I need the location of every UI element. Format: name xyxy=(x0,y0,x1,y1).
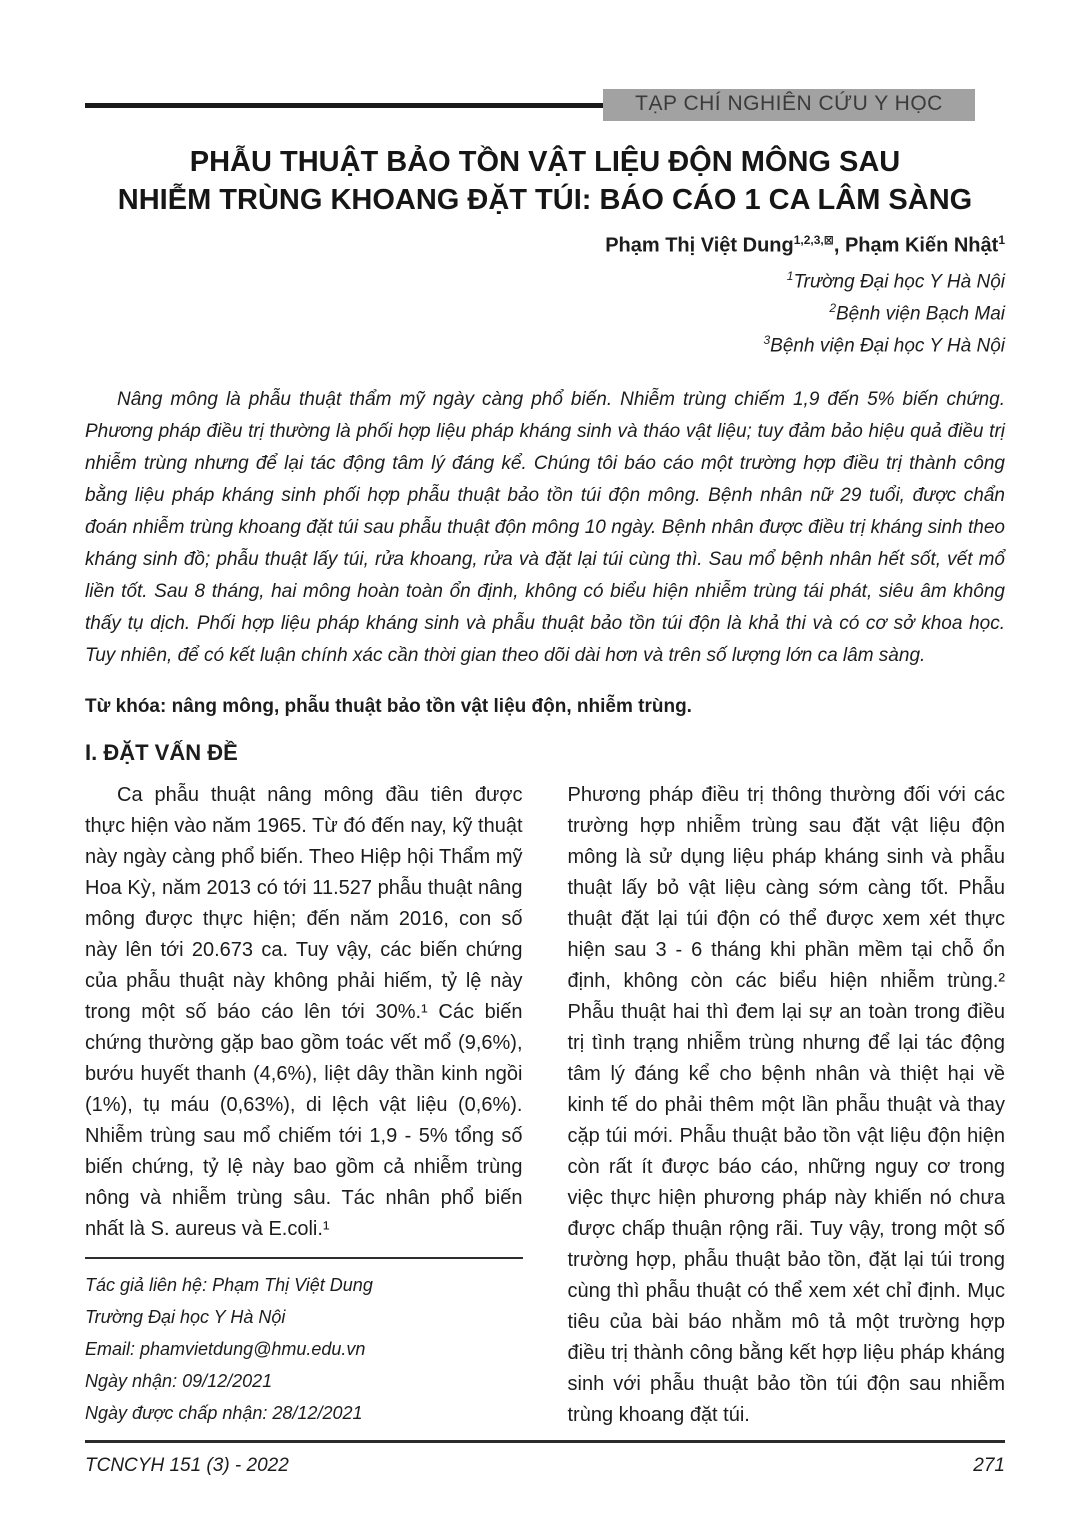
affiliation-1 xyxy=(85,263,1005,295)
article-title-line1: PHẪU THUẬT BẢO TỒN VẬT LIỆU ĐỘN MÔNG SAU xyxy=(189,146,901,178)
corresponding-author-envelope-icon: ⊠ xyxy=(823,233,834,247)
footer-row xyxy=(85,1455,1005,1477)
correspondence-footnote xyxy=(85,1269,523,1429)
article-title xyxy=(85,143,1005,219)
page-footer xyxy=(85,1440,1005,1477)
affiliation-3-name: Bệnh viện Đại học Y Hà Nội xyxy=(770,335,1005,357)
footnote-accepted-date: Ngày được chấp nhận: 28/12/2021 xyxy=(85,1402,363,1423)
footer-rule xyxy=(85,1440,1005,1443)
author-name-1: Phạm Thị Việt Dung xyxy=(605,234,794,257)
author-2-superscript: 1 xyxy=(998,233,1005,247)
left-column-paragraph: Ca phẫu thuật nâng mông đầu tiên được thực hiện vào năm 1965. Từ đó đến nay, kỹ thuật này ngày càng phổ biến. Theo Hiệp hội Thẩm mỹ Hoa Kỳ, năm 2013 có tới 11.527 phẫu thuật nâng mông được thực hiện; đến năm 2016, con số này lên tới 20.673 ca. Tuy vậy, các biến chứng của phẫu thuật này không phải hiếm, tỷ lệ này trong một số báo cáo lên tới 30%.¹ Các biến chứng thường gặp bao gồm toác vết mổ (9,6%), bướu huyết thanh (4,6%), liệt dây thần kinh ngồi (1%), tụ máu (0,63%), di lệch vật liệu (0,6%). Nhiễm trùng sau mổ chiếm tới 1,9 - 5% tổng số biến chứng, tỷ lệ này bao gồm cả nhiễm trùng nông và nhiễm trùng sâu. Tác nhân phổ biến nhất là S. aureus và E.coli.¹ xyxy=(85,783,523,1240)
header-rule xyxy=(85,103,603,108)
affiliation-3-superscript: 3 xyxy=(763,333,771,348)
footer-page-number: 271 xyxy=(973,1455,1005,1476)
journal-header xyxy=(85,0,1005,121)
footnote-affiliation: Trường Đại học Y Hà Nội xyxy=(85,1306,286,1327)
section-heading-dat-van-de: I. ĐẶT VẤN ĐỀ xyxy=(85,739,238,765)
article-title-line2: NHIỄM TRÙNG KHOANG ĐẶT TÚI: BÁO CÁO 1 CA LÂM SÀNG xyxy=(117,184,973,216)
footer-journal-reference: TCNCYH 151 (3) - 2022 xyxy=(85,1455,289,1476)
author-1-superscript: 1,2,3, xyxy=(793,233,824,247)
affiliation-1-superscript: 1 xyxy=(786,268,794,283)
journal-name-badge xyxy=(603,89,975,121)
left-column xyxy=(85,780,523,1431)
footnote-received-date: Ngày nhận: 09/12/2021 xyxy=(85,1370,273,1391)
affiliation-2 xyxy=(85,295,1005,327)
right-column-paragraph: Phương pháp điều trị thông thường đối với các trường hợp nhiễm trùng sau đặt vật liệu độn mông là sử dụng liệu pháp kháng sinh và phẫu thuật lấy bỏ vật liệu càng sớm càng tốt. Phẫu thuật đặt lại túi độn có thể được xem xét thực hiện sau 3 - 6 tháng khi phần mềm tại chỗ ổn định, không còn các biểu hiện nhiễm trùng.² Phẫu thuật hai thì đem lại sự an toàn trong điều trị tình trạng nhiễm trùng nhưng để lại tác động tâm lý đáng kể cho bệnh nhân và thiệt hại về kinh tế do phải thêm một lần phẫu thuật và thay cặp túi mới. Phẫu thuật bảo tồn vật liệu độn hiện còn rất ít được báo cáo, những nguy cơ trong việc thực hiện phương pháp này khiến nó chưa được chấp thuận rộng rãi. Tuy vậy, trong một số trường hợp, phẫu thuật bảo tồn, đặt lại túi trong cùng thì phẫu thuật có thể xem xét chỉ định. Mục tiêu của bài báo nhằm mô tả một trường hợp điều trị thành công bằng kết hợp liệu pháp kháng sinh với phẫu thuật bảo tồn túi độn sau nhiễm trùng khoang đặt túi. xyxy=(567,783,1005,1426)
affiliation-2-superscript: 2 xyxy=(829,300,836,315)
two-column-body xyxy=(85,780,1005,1431)
footnote-email: Email: phamvietdung@hmu.edu.vn xyxy=(85,1338,366,1359)
authors-line xyxy=(85,233,1005,258)
footnote-divider xyxy=(85,1257,523,1259)
right-column xyxy=(568,780,1006,1431)
affiliation-2-name: Bệnh viện Bạch Mai xyxy=(836,303,1005,325)
keywords-line: Từ khóa: nâng mông, phẫu thuật bảo tồn vật liệu độn, nhiễm trùng. xyxy=(85,695,692,717)
affiliation-1-name: Trường Đại học Y Hà Nội xyxy=(793,270,1005,292)
abstract-paragraph: Nâng mông là phẫu thuật thẩm mỹ ngày càng phổ biến. Nhiễm trùng chiếm 1,9 đến 5% biến chứng. Phương pháp điều trị thường là phối hợp liệu pháp kháng sinh và tháo vật liệu; tuy đảm bảo hiệu quả điều trị nhiễm trùng nhưng để lại tác động tâm lý đáng kể. Chúng tôi báo cáo một trường hợp điều trị thành công bằng liệu pháp kháng sinh phối hợp phẫu thuật bảo tồn túi độn mông. Bệnh nhân nữ 29 tuổi, được chẩn đoán nhiễm trùng khoang đặt túi sau phẫu thuật độn mông 10 ngày. Bệnh nhân được điều trị kháng sinh theo kháng sinh đồ; phẫu thuật lấy túi, rửa khoang, rửa và đặt lại túi cùng thì. Sau mổ bệnh nhân hết sốt, vết mổ liền tốt. Sau 8 tháng, hai mông hoàn toàn ổn định, không có biểu hiện nhiễm trùng tái phát, siêu âm không thấy tụ dịch. Phối hợp liệu pháp kháng sinh và phẫu thuật bảo tồn túi độn là khả thi và có cơ sở khoa học. Tuy nhiên, để có kết luận chính xác cần thời gian theo dõi dài hơn và trên số lượng lớn ca lâm sàng. xyxy=(85,388,1005,666)
affiliation-3 xyxy=(85,327,1005,359)
affiliations xyxy=(85,263,1005,360)
journal-name: TẠP CHÍ NGHIÊN CỨU Y HỌC xyxy=(635,92,943,115)
author-name-2: , Phạm Kiến Nhật xyxy=(833,234,999,257)
footnote-contact-author: Tác giả liên hệ: Phạm Thị Việt Dung xyxy=(85,1274,373,1295)
